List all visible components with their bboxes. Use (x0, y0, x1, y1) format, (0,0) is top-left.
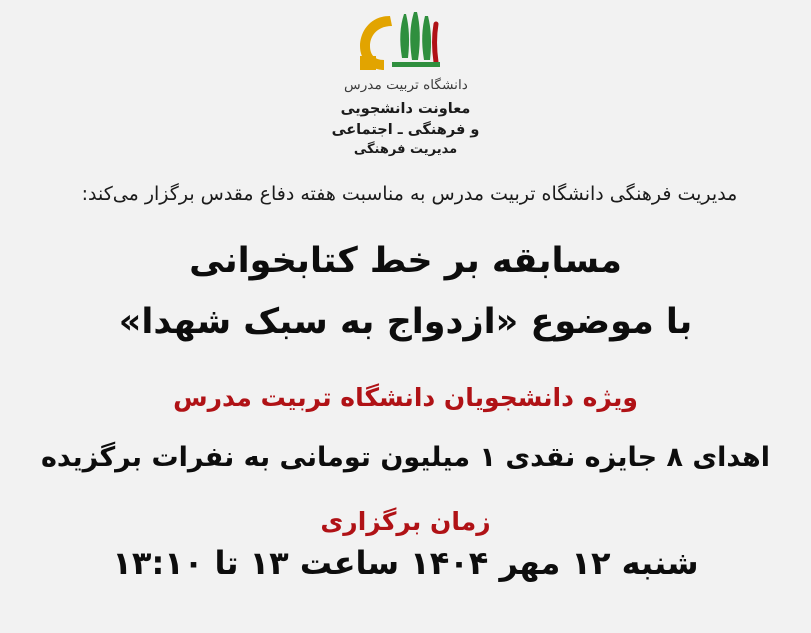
headline-line-1: مسابقه بر خط کتابخوانی (189, 241, 622, 282)
headline (21, 234, 791, 349)
logo-block (0, 10, 811, 160)
logo-line-1: معاونت دانشجویی (340, 101, 471, 117)
headline-line-2: با موضوع «ازدواج به سبک شهدا» (118, 301, 693, 342)
prize-text: اهدای ۸ جایزه نقدی ۱ میلیون تومانی به نفرات برگزیده (40, 441, 771, 473)
university-emblem-icon (346, 10, 466, 76)
intro-text: مدیریت فرهنگی دانشگاه تربیت مدرس به مناسبت هفته دفاع مقدس برگزار می‌کند: (81, 182, 738, 205)
time-value: شنبه ۱۲ مهر ۱۴۰۴ ساعت ۱۳ تا ۱۳:۱۰ (112, 543, 699, 582)
emblem-script-text: دانشگاه تربیت مدرس (343, 78, 468, 93)
logo-line-3: مدیریت فرهنگی (353, 142, 458, 158)
time-label: زمان برگزاری (320, 506, 491, 536)
logo-text-lines (332, 99, 480, 160)
audience-text: ویژه دانشجویان دانشگاه تربیت مدرس (173, 382, 638, 412)
logo-line-2: و فرهنگی ـ اجتماعی (331, 122, 480, 139)
